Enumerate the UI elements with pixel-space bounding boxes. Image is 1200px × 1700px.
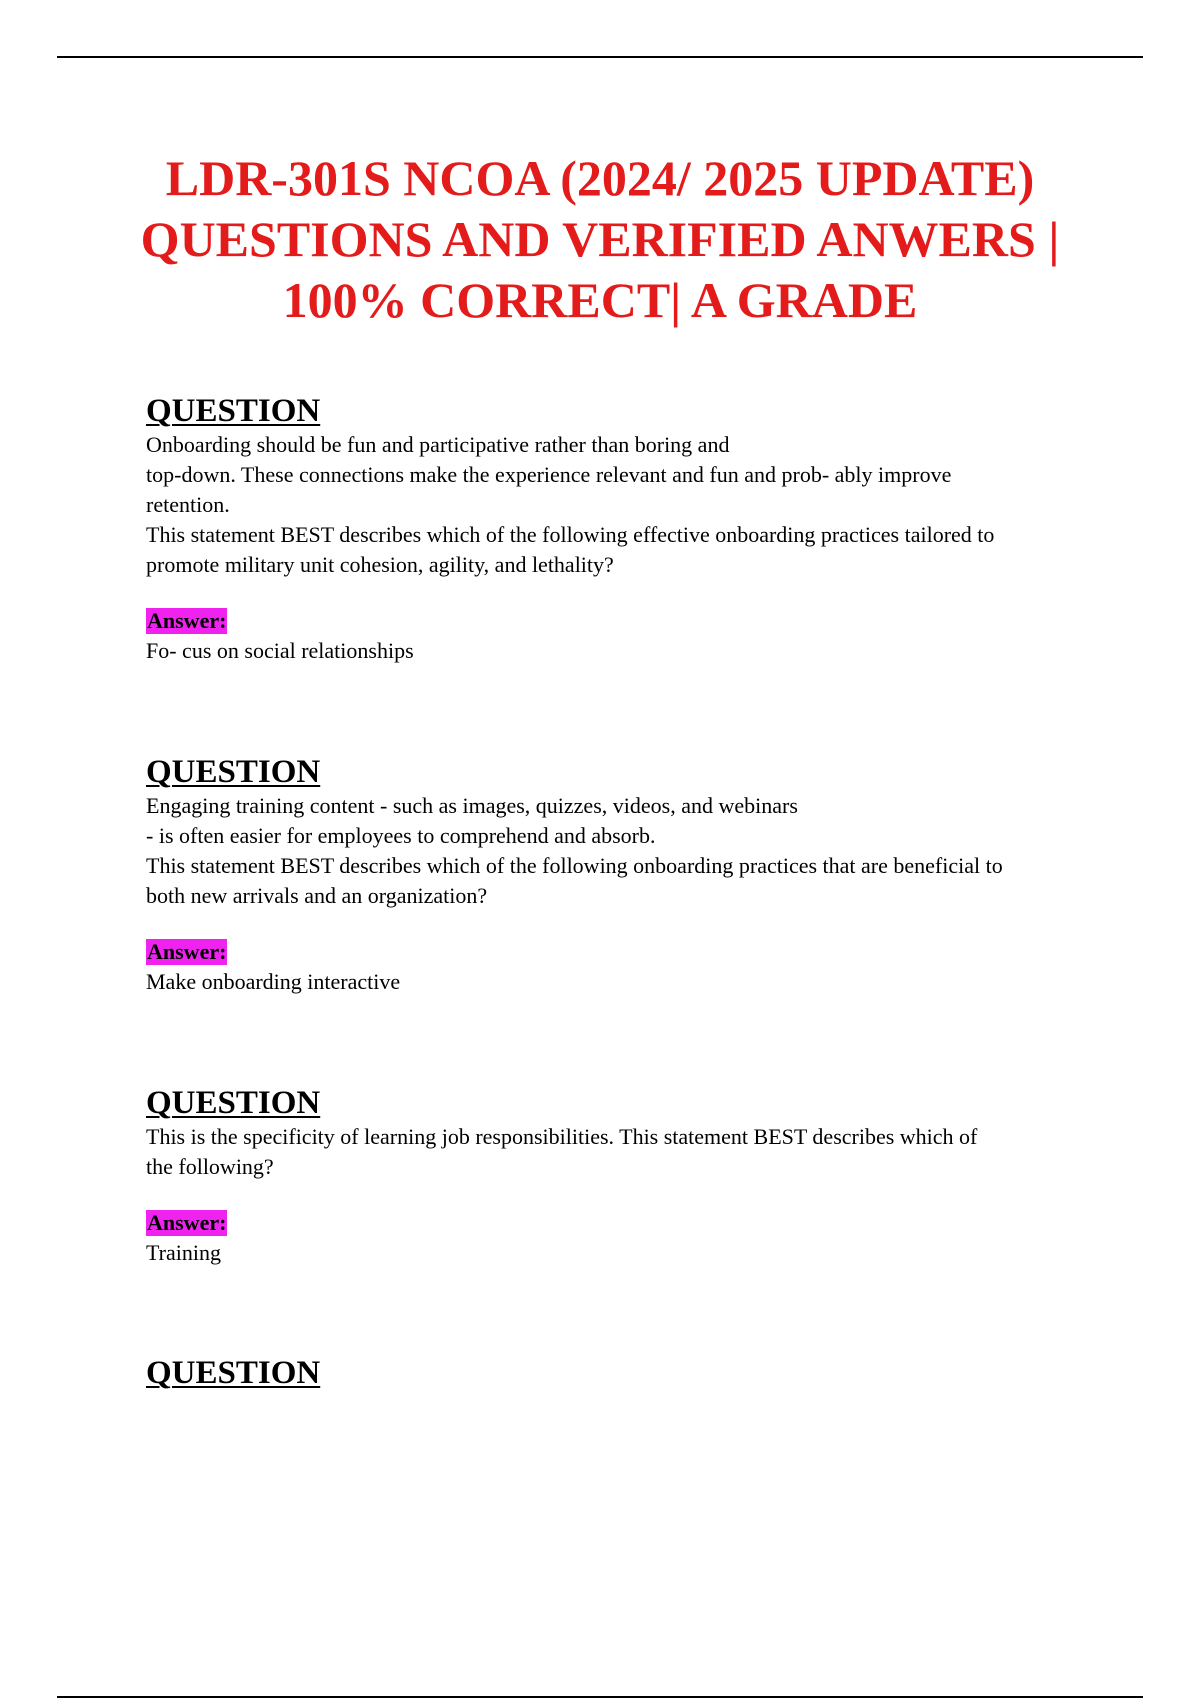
- question-heading: QUESTION: [146, 1355, 321, 1391]
- question-line: This statement BEST describes which of the following onboarding practices that are beneficial to: [146, 853, 1003, 878]
- bottom-rule: [57, 1696, 1143, 1698]
- question-line: retention.: [146, 492, 230, 517]
- question-heading: QUESTION: [146, 393, 321, 429]
- answer-text: Fo- cus on social relationships: [146, 638, 414, 663]
- question-text: [146, 791, 1096, 911]
- qa-block-4: [146, 1354, 1096, 1392]
- question-heading: QUESTION: [146, 1085, 321, 1121]
- question-line: the following?: [146, 1154, 274, 1179]
- question-text: [146, 1122, 1096, 1182]
- qa-block-2: [146, 753, 1096, 997]
- question-line: both new arrivals and an organization?: [146, 883, 488, 908]
- question-text: [146, 430, 1096, 580]
- top-rule: [57, 56, 1143, 58]
- qa-block-1: [146, 392, 1096, 666]
- title-line: 100% CORRECT| A GRADE: [282, 272, 918, 328]
- question-line: Onboarding should be fun and participative rather than boring and: [146, 432, 730, 457]
- qa-block-3: [146, 1084, 1096, 1268]
- question-line: promote military unit cohesion, agility, and lethality?: [146, 552, 614, 577]
- title-line: LDR-301S NCOA (2024/ 2025 UPDATE): [165, 150, 1035, 206]
- question-line: This is the specificity of learning job responsibilities. This statement BEST describes which of: [146, 1124, 978, 1149]
- question-line: - is often easier for employees to comprehend and absorb.: [146, 823, 656, 848]
- answer-label: Answer:: [147, 1210, 227, 1235]
- answer-text: Make onboarding interactive: [146, 969, 401, 994]
- title-line: QUESTIONS AND VERIFIED ANWERS |: [140, 211, 1060, 267]
- question-heading: QUESTION: [146, 754, 321, 790]
- question-line: Engaging training content - such as images, quizzes, videos, and webinars: [146, 793, 798, 818]
- question-line: top-down. These connections make the experience relevant and fun and prob- ably improve: [146, 462, 952, 487]
- answer-text: Training: [146, 1240, 221, 1265]
- answer-label: Answer:: [147, 939, 227, 964]
- question-line: This statement BEST describes which of the following effective onboarding practices tailored to: [146, 522, 995, 547]
- answer-label: Answer:: [147, 608, 227, 633]
- document-title: [100, 148, 1100, 331]
